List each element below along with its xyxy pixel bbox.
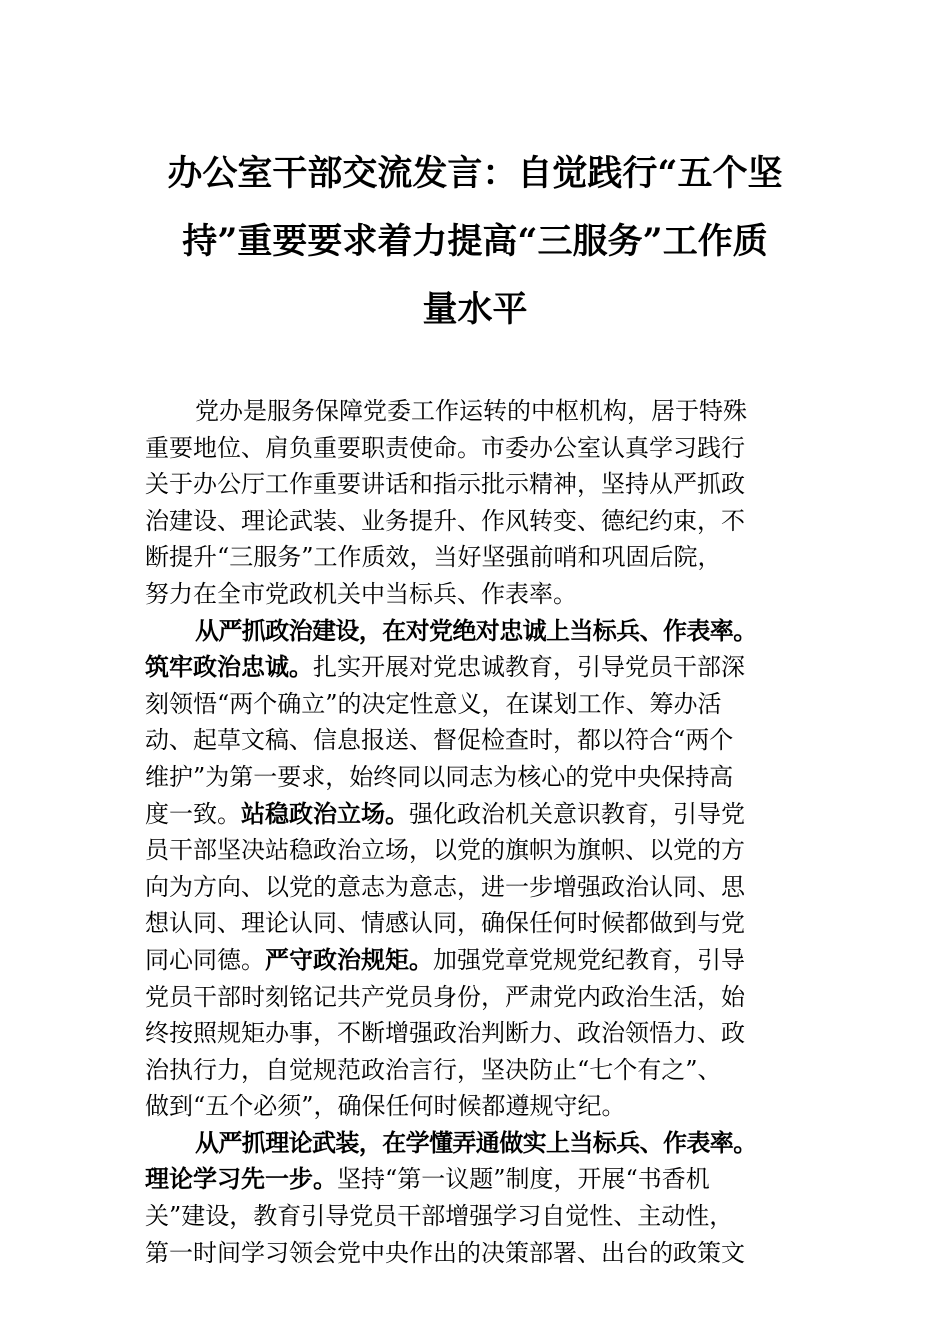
text-line: 动、起草文稿、信息报送、督促检查时，都以符合“两个 (145, 726, 734, 755)
section-heading-text: 从严抓政治建设，在对党绝对忠诚上当标兵、作表率。 (195, 615, 757, 645)
section-heading (145, 1125, 835, 1162)
intro-paragraph (145, 393, 835, 613)
text-line: 刻领悟“两个确立”的决定性意义，在谋划工作、筹办活 (145, 689, 722, 718)
text-span: 强化政治机关意识教育，引导党 (409, 799, 745, 828)
item-title: 站稳政治立场。 (241, 798, 409, 828)
text-line: 断提升“三服务”工作质效，当好坚强前哨和巩固后院， (145, 543, 722, 572)
text-line: 治执行力，自觉规范政治言行，坚决防止“七个有之”、 (145, 1055, 722, 1084)
text-line (145, 796, 835, 833)
text-line: 员干部坚决站稳政治立场，以党的旗帜为旗帜、以党的方 (145, 836, 745, 865)
text-span: 度一致。 (145, 799, 241, 828)
text-line: 想认同、理论认同、情感认同，确保任何时候都做到与党 (145, 909, 745, 938)
text-line: 维护”为第一要求，始终同以同志为核心的党中央保持高 (145, 762, 734, 791)
text-line: 关于办公厅工作重要讲话和指示批示精神，坚持从严抓政 (145, 470, 745, 499)
text-line: 关”建设，教育引导党员干部增强学习自觉性、主动性， (145, 1202, 734, 1231)
document-body (145, 393, 835, 1271)
text-line: 第一时间学习领会党中央作出的决策部署、出台的政策文 (145, 1238, 745, 1267)
text-line: 做到“五个必须”，确保任何时候都遵规守纪。 (145, 1092, 626, 1121)
section-paragraph (145, 1125, 835, 1271)
text-line: 治建设、理论武装、业务提升、作风转变、德纪约束，不 (145, 506, 745, 535)
section-heading (145, 613, 835, 650)
text-span: 扎实开展对党忠诚教育，引导党员干部深 (313, 653, 745, 682)
text-span: 加强党章党规党纪教育，引导 (433, 945, 745, 974)
item-title: 筑牢政治忠诚。 (145, 652, 313, 682)
title-line: 持”重要要求着力提高“三服务”工作质 (182, 221, 768, 262)
text-line: 终按照规矩办事，不断增强政治判断力、政治领悟力、政 (145, 1019, 745, 1048)
text-line: 党办是服务保障党委工作运转的中枢机构，居于特殊 (195, 397, 747, 425)
text-span: 坚持“第一议题”制度，开展“书香机 (337, 1165, 710, 1194)
text-line: 党员干部时刻铭记共产党员身份，严肃党内政治生活，始 (145, 982, 745, 1011)
title-line: 量水平 (422, 289, 528, 330)
section-heading-text: 从严抓理论武装，在学懂弄通做实上当标兵、作表率。 (195, 1127, 757, 1157)
title-line: 办公室干部交流发言：自觉践行“五个坚 (167, 153, 783, 194)
text-line (145, 1161, 835, 1198)
document-title (140, 140, 810, 344)
item-title: 理论学习先一步。 (145, 1164, 337, 1194)
text-line (145, 649, 835, 686)
section-paragraph (145, 613, 835, 1125)
text-line: 向为方向、以党的意志为意志，进一步增强政治认同、思 (145, 872, 745, 901)
item-title: 严守政治规矩。 (265, 944, 433, 974)
text-line: 重要地位、肩负重要职责使命。市委办公室认真学习践行 (145, 433, 745, 462)
text-line: 努力在全市党政机关中当标兵、作表率。 (145, 579, 577, 608)
text-line (145, 942, 835, 979)
text-span: 同心同德。 (145, 945, 265, 974)
